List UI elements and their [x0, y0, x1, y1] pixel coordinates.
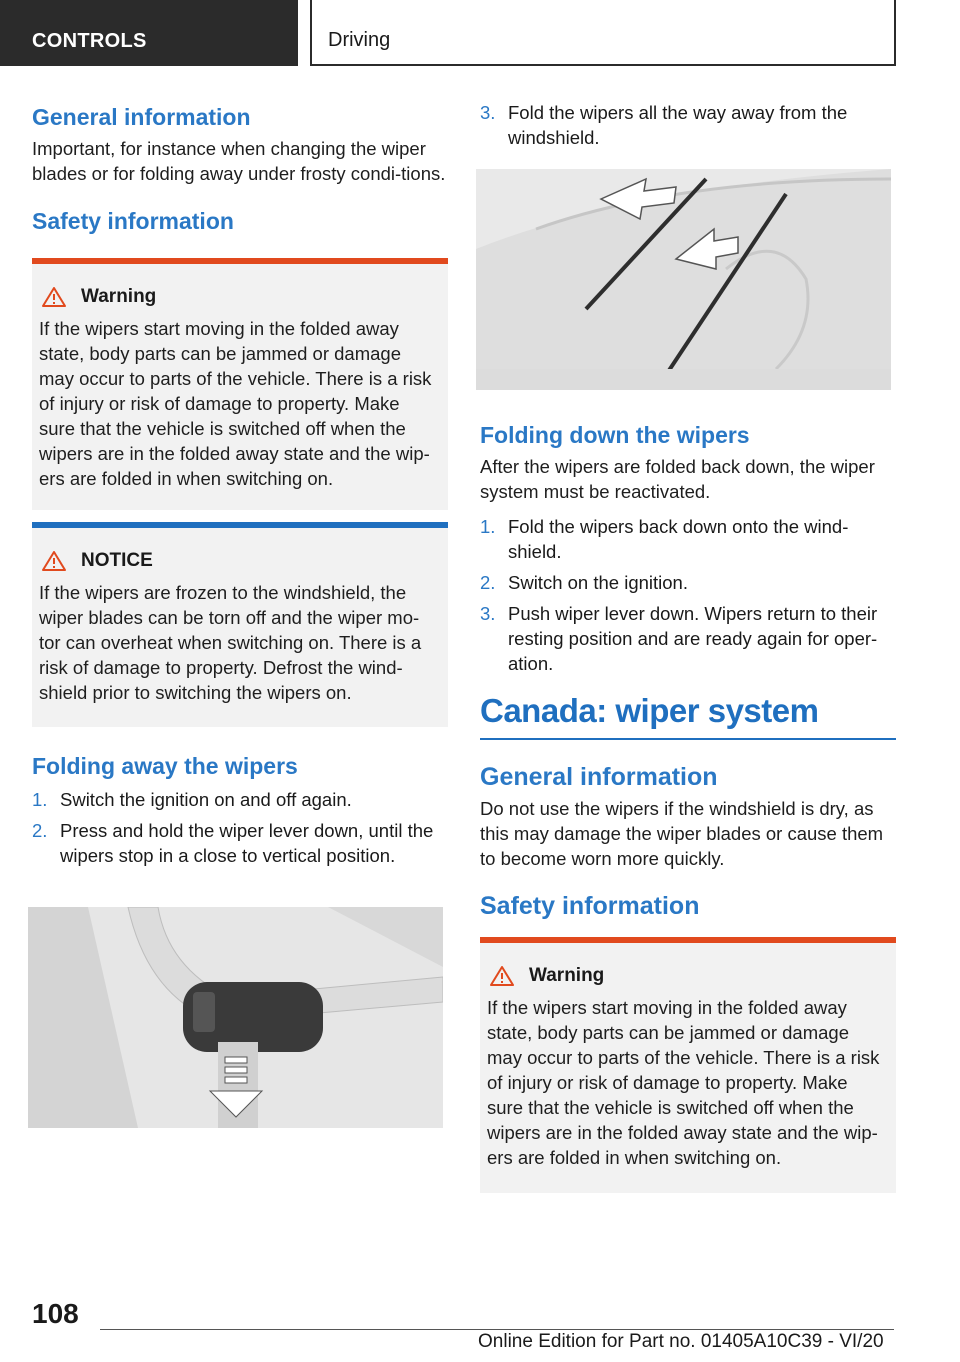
canada-general-text: Do not use the wipers if the windshield is dry, as this may damage the wiper blades or cause them to become worn more quickly. [480, 798, 884, 869]
canada-warning-text: If the wipers start moving in the folded away state, body parts can be jammed or damage may occur to parts of the vehicle. There is a risk of injury or risk of damage to property. Make sure that the vehicle is switched off when the wipers are in the folded away state and the wip‐ers are folded in when switching on. [487, 997, 880, 1168]
folding-away-steps [32, 787, 448, 868]
step-number: 3. [480, 102, 496, 123]
folded-wipers-drawing [476, 169, 891, 390]
list-item [480, 601, 896, 676]
chapter-label: Driving [328, 29, 391, 51]
step-number: 1. [32, 789, 48, 810]
folding-away-heading: Folding away the wipers [32, 753, 298, 779]
page-header [0, 0, 960, 66]
list-item [480, 570, 896, 595]
step-text: Fold the wipers back down onto the wind‐shield. [508, 516, 849, 562]
heading-rule [480, 738, 896, 740]
section-label: CONTROLS [32, 30, 147, 52]
warning-title: Warning [81, 286, 157, 307]
list-item [480, 100, 896, 150]
step-text: Fold the wipers all the way away from the windshield. [508, 102, 848, 148]
footer-rule [100, 1329, 894, 1330]
step-number: 2. [480, 572, 496, 593]
chapter-tab [310, 0, 896, 66]
step-number: 3. [480, 603, 496, 624]
notice-title: NOTICE [81, 550, 153, 571]
step-number: 2. [32, 820, 48, 841]
wiper-lever-drawing [28, 907, 443, 1128]
edition-text: Online Edition for Part no. 01405A10C39 - VI/20 [478, 1331, 884, 1352]
list-item [480, 514, 896, 564]
notice-triangle-icon [41, 550, 67, 572]
folded-wipers-illustration [476, 169, 891, 390]
list-item [32, 818, 448, 868]
warning-text: If the wipers start moving in the folded away state, body parts can be jammed or damage may occur to parts of the vehicle. There is a risk of injury or risk of damage to property. Make sure that the vehicle is switched off when the wipers are in the folded away state and the wip‐ers are folded in when switching on. [39, 318, 432, 489]
safety-info-heading: Safety information [32, 208, 234, 234]
canada-safety-heading: Safety information [480, 892, 700, 920]
canada-wiper-heading: Canada: wiper system [480, 692, 819, 729]
warning-triangle-icon [41, 286, 67, 308]
page-number: 108 [32, 1298, 79, 1329]
canada-general-heading: General information [480, 763, 718, 791]
wiper-lever-illustration [28, 907, 443, 1128]
canada-warning-box [480, 937, 896, 1193]
step-text: Push wiper lever down. Wipers return to their resting position and are ready again for oper‐ation. [508, 603, 878, 674]
step-text: Switch the ignition on and off again. [60, 789, 352, 810]
list-item [32, 787, 448, 812]
left-column [32, 100, 448, 874]
canada-warning-title: Warning [529, 965, 605, 986]
notice-text: If the wipers are frozen to the windshield, the wiper blades can be torn off and the wiper mo‐tor can overheat when switching on. There is a risk of damage to property. Defrost the wind‐shield prior to switching the wipers on. [39, 582, 422, 703]
notice-title-row [39, 550, 440, 572]
warning-triangle-icon [489, 965, 515, 987]
step-number: 1. [480, 516, 496, 537]
folding-down-steps [480, 514, 896, 676]
warning-box [32, 258, 448, 510]
section-tab [0, 0, 298, 66]
canada-warning-title-row [487, 965, 888, 987]
warning-title-row [39, 286, 440, 308]
folding-down-text: After the wipers are folded back down, the wiper system must be reactivated. [480, 456, 875, 502]
general-info-heading: General information [32, 104, 251, 130]
folding-away-steps-continued [480, 100, 896, 150]
step-text: Switch on the ignition. [508, 572, 688, 593]
notice-box [32, 522, 448, 727]
right-column-lower [480, 418, 896, 1193]
step-text: Press and hold the wiper lever down, until the wipers stop in a close to vertical position. [60, 820, 434, 866]
right-column [480, 100, 896, 156]
general-info-text: Important, for instance when changing the wiper blades or for folding away under frosty condi‐tions. [32, 138, 446, 184]
folding-down-heading: Folding down the wipers [480, 422, 750, 448]
